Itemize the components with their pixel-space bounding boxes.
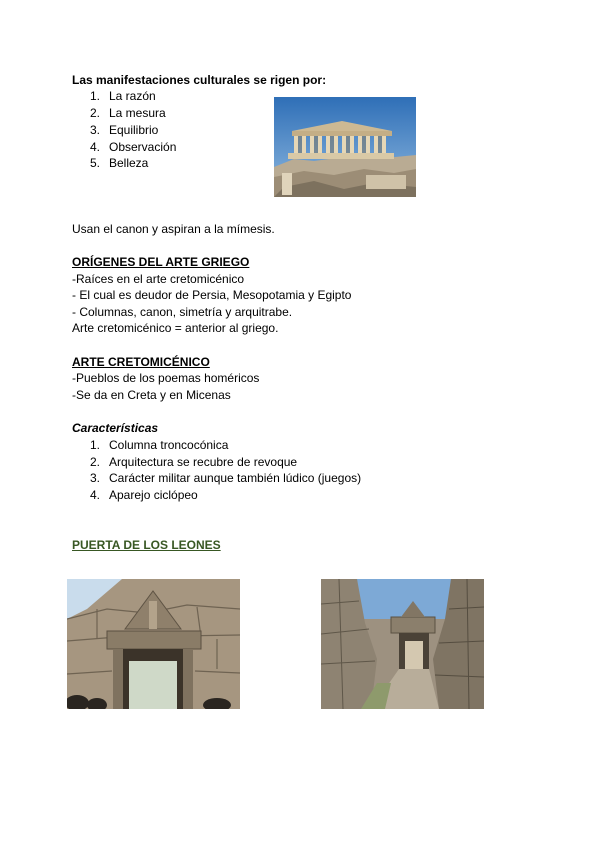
cretomicenico-heading: ARTE CRETOMICÉNICO bbox=[72, 355, 210, 369]
list-number: 2. bbox=[90, 106, 101, 120]
cretomicenico-line: -Pueblos de los poemas homéricos bbox=[72, 371, 260, 385]
list-number: 3. bbox=[90, 123, 101, 137]
parthenon-image bbox=[274, 97, 416, 197]
origins-heading: ORÍGENES DEL ARTE GRIEGO bbox=[72, 255, 250, 269]
list-item: La mesura bbox=[109, 106, 166, 120]
list-item: Equilibrio bbox=[109, 123, 159, 137]
characteristics-heading: Características bbox=[72, 421, 159, 435]
lions-gate-image-front bbox=[67, 579, 240, 709]
list-number: 1. bbox=[90, 438, 101, 452]
cretomicenico-line: -Se da en Creta y en Micenas bbox=[72, 388, 231, 402]
origins-line: Arte cretomicénico = anterior al griego. bbox=[72, 321, 279, 335]
origins-line: -Raíces en el arte cretomicénico bbox=[72, 272, 245, 286]
canon-text: Usan el canon y aspiran a la mímesis. bbox=[72, 222, 275, 236]
list-number: 4. bbox=[90, 488, 101, 502]
list-item: Aparejo ciclópeo bbox=[109, 488, 198, 502]
list-number: 1. bbox=[90, 89, 101, 103]
list-number: 3. bbox=[90, 471, 101, 485]
list-number: 5. bbox=[90, 156, 101, 170]
principles-heading: Las manifestaciones culturales se rigen por: bbox=[72, 73, 327, 87]
origins-line: - El cual es deudor de Persia, Mesopotamia y Egipto bbox=[72, 288, 352, 302]
list-item: La razón bbox=[109, 89, 156, 103]
list-item: Arquitectura se recubre de revoque bbox=[109, 455, 298, 469]
list-number: 4. bbox=[90, 140, 101, 154]
lions-gate-heading: PUERTA DE LOS LEONES bbox=[72, 538, 221, 552]
lions-gate-image-approach bbox=[321, 579, 484, 709]
list-item: Belleza bbox=[109, 156, 149, 170]
list-item: Carácter militar aunque también lúdico (juegos) bbox=[109, 471, 362, 485]
list-item: Observación bbox=[109, 140, 177, 154]
list-item: Columna troncocónica bbox=[109, 438, 229, 452]
origins-line: - Columnas, canon, simetría y arquitrabe. bbox=[72, 305, 293, 319]
list-number: 2. bbox=[90, 455, 101, 469]
